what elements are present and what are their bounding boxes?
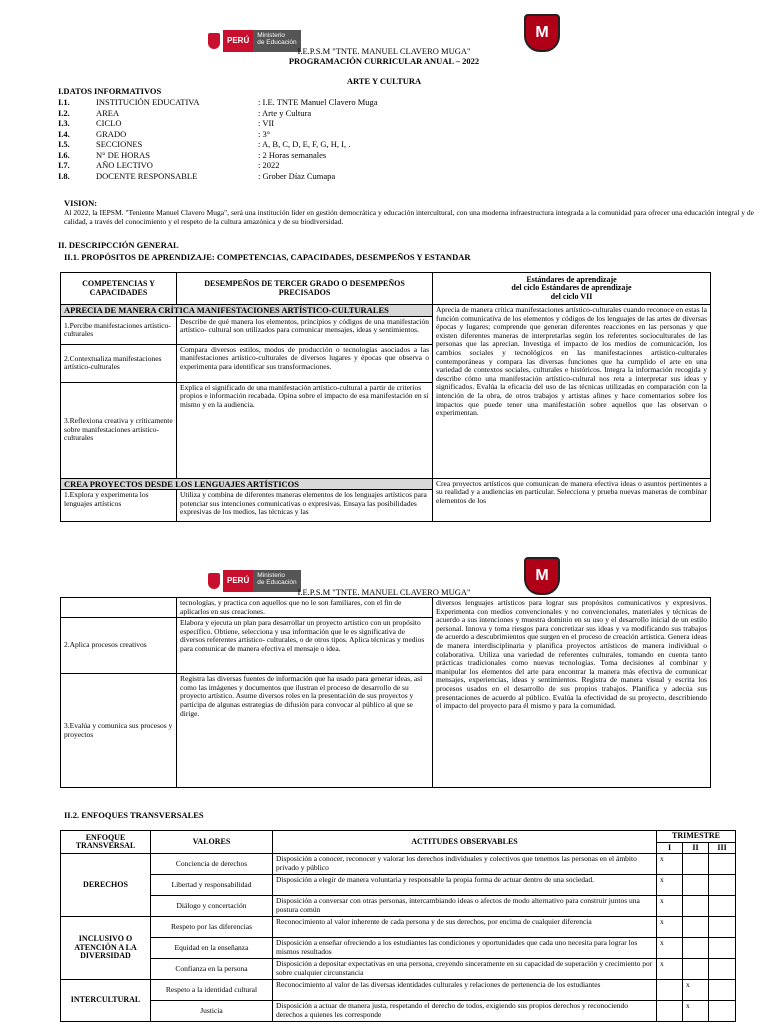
mark-ii: x xyxy=(683,980,709,1001)
enfoque-derechos: DERECHOS xyxy=(61,854,151,917)
document-title: PROGRAMACIÓN CURRICULAR ANUAL – 2022 xyxy=(288,56,480,66)
info-heading: I.DATOS INFORMATIVOS xyxy=(58,86,162,96)
valor: Diálogo y concertación xyxy=(151,896,273,917)
mark-iii xyxy=(709,959,736,980)
col-valores: VALORES xyxy=(151,831,273,854)
capacidad-evalua: 3.Evalúa y comunica sus procesos y proyectos xyxy=(61,674,177,788)
mark-iii xyxy=(709,917,736,938)
actitud: Disposición a conversar con otras personas, intercambiando ideas o afectos de modo alternativo para construir juntos una postura común xyxy=(273,896,657,917)
actitud: Disposición a conocer, reconocer y valorar los derechos individuales y colectivos que tenemos las personas en el ámbito privado y público xyxy=(273,854,657,875)
desempeno-aplica: Elabora y ejecuta un plan para desarrollar un proyecto artístico con un propósito específico. Obtiene, selecciona y usa información que le es significativa de diversos referentes artístico- culturales, o de otros tipos. Aplica técnicas y medios para comunicar de manera efectiva el mensaje o idea. xyxy=(177,618,433,674)
mark-iii xyxy=(709,854,736,875)
mark-ii xyxy=(683,959,709,980)
vision-text: Al 2022, la IEPSM. "Teniente Manuel Clavero Muga", será una institución líder en gestión democrática y educación intercultural, con una moderna infraestructura integrada a la comunidad para ofrecer una educación integral y de calidad, a través del conocimiento y el respeto de la cultura amazónica y de su biodiversidad. xyxy=(64,208,754,226)
actitud: Disposición a elegir de manera voluntaria y responsable la propia forma de actuar dentro de una sociedad. xyxy=(273,875,657,896)
col-actitudes: ACTITUDES OBSERVABLES xyxy=(273,831,657,854)
peru-label: PERÚ xyxy=(223,570,253,592)
trimestre-i: I xyxy=(657,842,683,854)
actitud: Disposición a depositar expectativas en una persona, creyendo sinceramente en su capacidad de superación y crecimiento por sobre cualquier circunstancia xyxy=(273,959,657,980)
capacidad-explora: 1.Explora y experimenta los lenguajes artísticos xyxy=(61,490,177,522)
mark-i: x xyxy=(657,938,683,959)
enfoque-inclusivo: INCLUSIVO O ATENCIÓN A LA DIVERSIDAD xyxy=(61,917,151,980)
section2-subheading: II.1. PROPÓSITOS DE APRENDIZAJE: COMPETENCIAS, CAPACIDADES, DESEMPEÑOS Y ESTANDAR xyxy=(64,252,471,262)
ministerio-label: Ministerio de Educación xyxy=(253,570,300,592)
col-enfoque: ENFOQUE TRANSVERSAL xyxy=(61,831,151,854)
mark-i: x xyxy=(657,917,683,938)
mark-ii xyxy=(683,854,709,875)
valor: Conciencia de derechos xyxy=(151,854,273,875)
mark-iii xyxy=(709,938,736,959)
desempeno-contextualiza: Compara diversos estilos, modos de producción o tecnologías asociados a las manifestaciones artístico-culturales de diversos lugares y épocas que observa o experimenta para identificar sus transformaciones. xyxy=(177,344,433,382)
capacidad-contextualiza: 2.Contextualiza manifestaciones artístico-culturales xyxy=(61,344,177,382)
section2-heading: II. DESCRIPCCIÓN GENERAL xyxy=(58,240,179,250)
actitud: Reconocimiento al valor de las diversas identidades culturales y relaciones de pertenencia de los estudiantes xyxy=(273,980,657,1001)
col-competencias: COMPETENCIAS Y CAPACIDADES xyxy=(61,273,177,305)
mark-iii xyxy=(709,896,736,917)
capacidad-percibe: 1.Percibe manifestaciones artístico-culturales xyxy=(61,316,177,344)
desempeno-explora-cont: tecnologías, y practica con aquellos que no le son familiares, con el fin de aplicarlos en sus creaciones. xyxy=(177,598,433,618)
enfoques-heading: II.2. ENFOQUES TRANSVERSALES xyxy=(64,810,204,820)
school-emblem-icon: M xyxy=(524,14,560,52)
trimestre-iii: III xyxy=(709,842,736,854)
mark-i: x xyxy=(657,896,683,917)
capacidad-reflexiona: 3.Reflexiona creativa y críticamente sobre manifestaciones artístico-culturales xyxy=(61,382,177,478)
course-title: ARTE Y CULTURA xyxy=(346,76,422,86)
actitud: Disposición a actuar de manera justa, respetando el derecho de todos, exigiendo sus propios derechos y reconociendo derechos a quienes les corresponde xyxy=(273,1001,657,1022)
estandar-crea: Crea proyectos artísticos que comunican de manera efectiva ideas o asuntos pertinentes a su realidad y a audiencias en particular. Selecciona y prueba nuevas maneras de combinar elementos de los xyxy=(433,478,711,522)
enfoque-intercultural: INTERCULTURAL xyxy=(61,980,151,1022)
capacidad-explora-cont xyxy=(61,598,177,618)
mark-i: x xyxy=(657,875,683,896)
section-aprecia: APRECIA DE MANERA CRÍTICA MANIFESTACIONES ARTÍSTICO-CULTURALES xyxy=(61,305,433,317)
col-estandares: Estándares de aprendizaje del ciclo Estándares de aprendizaje del ciclo VII xyxy=(433,273,711,305)
valor: Libertad y responsabilidad xyxy=(151,875,273,896)
mark-ii xyxy=(683,875,709,896)
actitud: Reconocimiento al valor inherente de cada persona y de sus derechos, por encima de cualquier diferencia xyxy=(273,917,657,938)
mark-i xyxy=(657,980,683,1001)
mark-iii xyxy=(709,980,736,1001)
valor: Respeto a la identidad cultural xyxy=(151,980,273,1001)
actitud: Disposición a enseñar ofreciendo a los estudiantes las condiciones y oportunidades que cada uno necesita para lograr los mismos resultados xyxy=(273,938,657,959)
mark-i xyxy=(657,1001,683,1022)
desempeno-percibe: Describe de qué manera los elementos, principios y códigos de una manifestación artístico- cultural son utilizados para comunicar mensajes, ideas y sentimientos. xyxy=(177,316,433,344)
vision-heading: VISION: xyxy=(64,198,98,208)
enfoques-table xyxy=(60,830,736,1022)
valor: Justicia xyxy=(151,1001,273,1022)
school-emblem-icon: M xyxy=(524,557,560,595)
col-desempenos: DESEMPEÑOS DE TERCER GRADO O DESEMPEÑOS PRECISADOS xyxy=(177,273,433,305)
mark-ii xyxy=(683,896,709,917)
mark-iii xyxy=(709,875,736,896)
estandar-crea-cont: diversos lenguajes artísticos para lograr sus propósitos comunicativos y expresivos. Experimenta con medios convencionales y no convencionales, materiales y técnicas de acuerdo a sus intenciones y muestra dominio en su uso y el desarrollo inicial de un estilo personal. Innova y toma riesgos para concretizar sus ideas y va modificando sus trabajos de acuerdo a descubrimientos que surgen en el proceso de creación artística. Genera ideas de manera interdisciplinaria y planifica proyectos artísticos de manera individual o colaborativa. Utiliza una variedad de referentes culturales, tomando en cuenta tanto prácticas tradicionales como nuevas tecnologías. Toma decisiones al combinar y manipular los elementos del arte para encontrar la manera más efectiva de comunicar mensajes, experiencias, ideas y sentimientos. Registra de manera visual y escrita los procesos usados en el desarrollo de sus propios trabajos. Planifica y adecúa sus presentaciones de acuerdo al público. Evalúa la efectividad de su proyecto, describiendo el impacto del proyecto para él mismo y para la comunidad. xyxy=(433,598,711,788)
desempeno-reflexiona: Explica el significado de una manifestación artístico-cultural a partir de criterios propios e información recabada. Opina sobre el impacto de esa manifestación en sí mismo y en la audiencia. xyxy=(177,382,433,478)
valor: Confianza en la persona xyxy=(151,959,273,980)
trimestre-ii: II xyxy=(683,842,709,854)
school-name: I.E.P.S.M "TNTE. MANUEL CLAVERO MUGA" xyxy=(297,46,471,56)
mark-ii xyxy=(683,917,709,938)
valor: Respeto por las diferencias xyxy=(151,917,273,938)
mark-i: x xyxy=(657,959,683,980)
desempeno-explora: Utiliza y combina de diferentes maneras elementos de los lenguajes artísticos para potenciar sus intenciones comunicativas o expresivas. Ensaya las posibilidades expresivas de los medios, las técnicas y las xyxy=(177,490,433,522)
school-name-page2: I.E.P.S.M "TNTE. MANUEL CLAVERO MUGA" xyxy=(297,587,471,597)
mark-i: x xyxy=(657,854,683,875)
mark-iii xyxy=(709,1001,736,1022)
section-crea: CREA PROYECTOS DESDE LOS LENGUAJES ARTÍSTICOS xyxy=(61,478,433,490)
ministerio-label: Ministerio de Educación xyxy=(253,30,300,52)
col-trimestre: TRIMESTRE xyxy=(657,831,736,843)
desempeno-evalua: Registra las diversas fuentes de información que ha usado para generar ideas, así como las imágenes y documentos que ilustran el proceso de desarrollo de su proyecto artístico. Asume diversos roles en la presentación de sus proyectos y participa de algunas estrategias de difusión para convocar al público al que se dirige. xyxy=(177,674,433,788)
mark-ii xyxy=(683,938,709,959)
capacidad-aplica: 2.Aplica procesos creativos xyxy=(61,618,177,674)
estandar-aprecia: Aprecia de manera crítica manifestaciones artístico-culturales cuando reconoce en estas la función comunicativa de los elementos y códigos de los lenguajes de las artes de diversas épocas y lugares; comprende que generan diferentes reacciones en las personas y que existen diferentes maneras de interpretarlas según los referentes socioculturales de las personas que las aprecian. Investiga el impacto de los medios de comunicación, los cambios sociales y tecnológicos en las manifestaciones artístico-culturales contemporáneas y compara las diversas funciones que ha cumplido el arte en una variedad de contextos sociales, culturales e históricos. Integra la información recogida y describe cómo una manifestación artístico-cultural nos reta a interpretar sus ideas y significados. Evalúa la eficacia del uso de las técnicas utilizadas en comparación con la intención de la obra, de otros trabajos y artistas afines y hace comentarios sobre los impactos que puede tener una manifestación sobre aquellos que las observan o experimentan. xyxy=(433,305,711,479)
mark-ii: x xyxy=(683,1001,709,1022)
peru-label: PERÚ xyxy=(223,30,253,52)
valor: Equidad en la enseñanza xyxy=(151,938,273,959)
competencias-table-1 xyxy=(60,272,711,522)
competencias-table-2 xyxy=(60,597,711,788)
